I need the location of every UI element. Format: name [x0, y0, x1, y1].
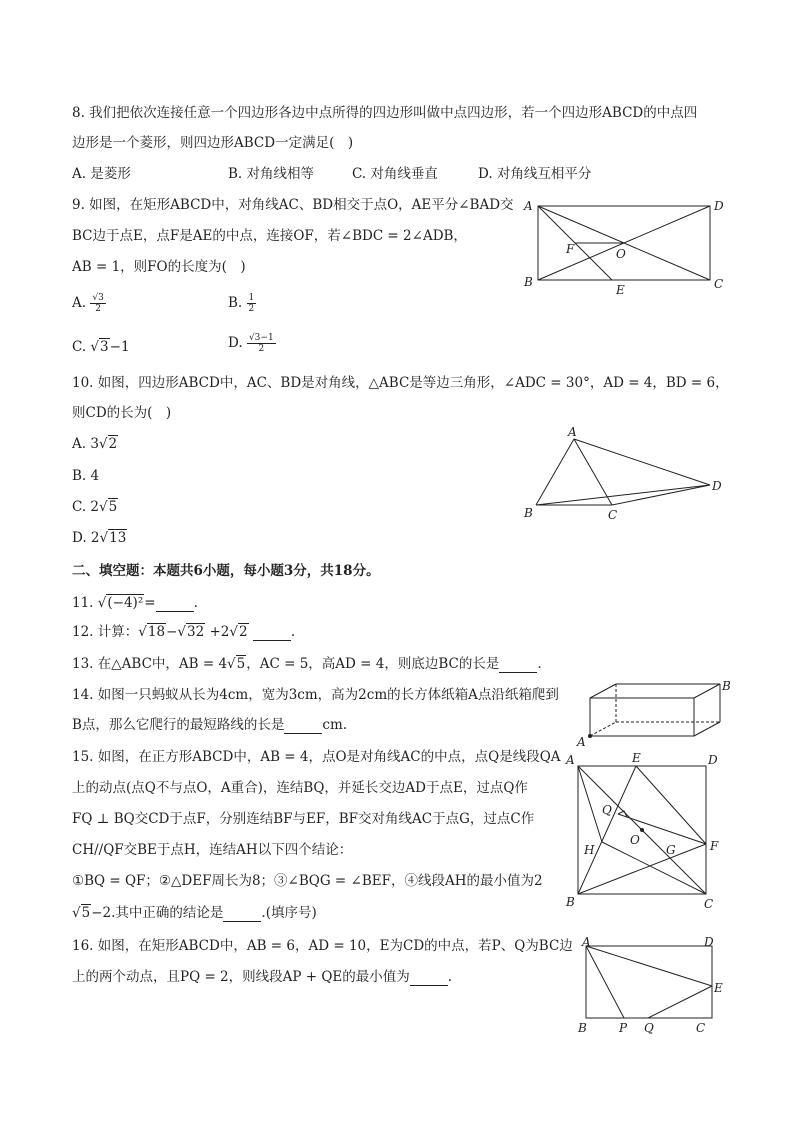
label-f: F [710, 839, 719, 853]
label-q: Q [644, 1021, 654, 1035]
q15-line2: 上的动点(点Q不与点O，A重合)，连结BQ，并延长交边AD于点E，过点Q作 [72, 780, 528, 796]
q10-option-c: C. 2√5 [72, 499, 118, 515]
label-d: D [708, 753, 718, 767]
q14-line1: 14. 如图一只蚂蚁从长为4cm，宽为3cm，高为2cm的长方体纸箱A点沿纸箱爬到 [72, 687, 559, 703]
q8-option-b: B. 对角线相等 [228, 166, 315, 182]
q14-figure [576, 678, 731, 749]
label-a: A [582, 935, 591, 949]
q9-option-d [228, 333, 276, 354]
fraction: $\frac{√3-1}{2}$ [248, 333, 274, 354]
q16-line2: 上的两个动点，且PQ = 2，则线段AP + QE的最小值为 . [72, 969, 453, 985]
q9-figure [518, 196, 748, 296]
q12: 12. 计算：√18−√32 +2√2 . [72, 624, 296, 640]
q15-line6: √5−2.其中正确的结论是 .(填序号) [72, 905, 317, 921]
q8-line1: 8. 我们把依次连接任意一个四边形各边中点所得的四边形叫做中点四边形，若一个四边形ABCD的中点四 [72, 105, 698, 121]
q15-line3: FQ ⊥ BQ交CD于点F，分别连结BF与EF，BF交对角线AC于点G，过点C作 [72, 811, 535, 827]
label-a: A [577, 735, 586, 749]
q9-option-a [72, 293, 106, 314]
q10-line2: 则CD的长为( ) [72, 405, 172, 421]
q15-line5: ①BQ = QF；②△DEF周长为8；③∠BQG = ∠BEF，④线段AH的最小值为2 [72, 873, 543, 889]
label-b: B [722, 679, 731, 693]
q9-line1: 9. 如图，在矩形ABCD中，对角线AC、BD相交于点O，AE平分∠BAD交 [72, 197, 514, 213]
label-c: C [704, 897, 714, 911]
q9-line2: BC边于点E，点F是AE的中点，连接OF，若∠BDC = 2∠ADB， [72, 228, 467, 244]
label-o: O [630, 833, 640, 847]
label-d: D [714, 199, 724, 213]
label-e: E [616, 283, 625, 297]
answer-blank [410, 973, 448, 986]
section-2-heading: 二、填空题：本题共6小题，每小题3分，共18分。 [72, 563, 380, 579]
label-q: Q [602, 803, 612, 817]
label-o: O [616, 247, 626, 261]
q14-line2: B点，那么它爬行的最短路线的长是 cm. [72, 717, 348, 733]
answer-blank [156, 599, 194, 612]
option-label: B. [228, 295, 243, 311]
answer-blank [223, 909, 261, 922]
label-f: F [566, 242, 575, 256]
fraction: $\frac{1}{2}$ [248, 293, 255, 314]
q8-line2: 边形是一个菱形，则四边形ABCD一定满足( ) [72, 135, 354, 151]
q10-line1: 10. 如图，四边形ABCD中，AC、BD是对角线，△ABC是等边三角形，∠ADC = 30°，AD = 4，BD = 6， [72, 375, 729, 391]
q11: 11. √(−4)²= . [72, 595, 198, 611]
label-p: P [619, 1021, 628, 1035]
q16-line1: 16. 如图，在矩形ABCD中，AB = 6，AD = 10，E为CD的中点，若P、Q为BC边 [72, 938, 573, 954]
q10-option-a: A. 3√2 [72, 436, 118, 452]
label-c: C [608, 508, 618, 522]
q8-option-a: A. 是菱形 [72, 166, 131, 182]
q10-option-b: B. 4 [72, 468, 100, 484]
answer-blank [253, 628, 291, 641]
q9-option-c: C. √3−1 [72, 339, 130, 355]
label-a: A [524, 199, 533, 213]
q16-figure [572, 936, 742, 1036]
label-c: C [714, 277, 724, 291]
q15-figure [562, 752, 732, 912]
q9-option-b [228, 293, 256, 314]
label-a: A [566, 753, 575, 767]
option-label: A. [72, 295, 87, 311]
label-b: B [578, 1021, 587, 1035]
label-g: G [666, 843, 676, 857]
label-h: H [584, 843, 595, 857]
answer-blank [499, 660, 537, 673]
q9-line3: AB = 1，则FO的长度为( ) [72, 259, 246, 275]
q15-line1: 15. 如图，在正方形ABCD中，AB = 4，点O是对角线AC的中点，点Q是线段QA [72, 749, 561, 765]
label-e: E [714, 981, 723, 995]
q13: 13. 在△ABC中，AB = 4√5，AC = 5，高AD = 4，则底边BC的长是 . [72, 656, 542, 672]
q8-option-c: C. 对角线垂直 [352, 166, 438, 182]
label-c: C [696, 1021, 706, 1035]
q15-line4: CH//QF交BE于点H，连结AH以下四个结论： [72, 842, 353, 858]
label-a: A [568, 425, 577, 439]
label-b: B [524, 506, 533, 520]
q10-option-d: D. 2√13 [72, 530, 127, 546]
option-label: D. [228, 335, 243, 351]
q8-option-d: D. 对角线互相平分 [478, 166, 592, 182]
label-b: B [524, 275, 533, 289]
answer-blank [284, 721, 322, 734]
fraction: $\frac{√3}{2}$ [92, 293, 104, 314]
label-d: D [712, 479, 722, 493]
q10-figure [520, 425, 740, 525]
label-e: E [632, 751, 641, 765]
label-d: D [704, 935, 714, 949]
label-b: B [566, 895, 575, 909]
